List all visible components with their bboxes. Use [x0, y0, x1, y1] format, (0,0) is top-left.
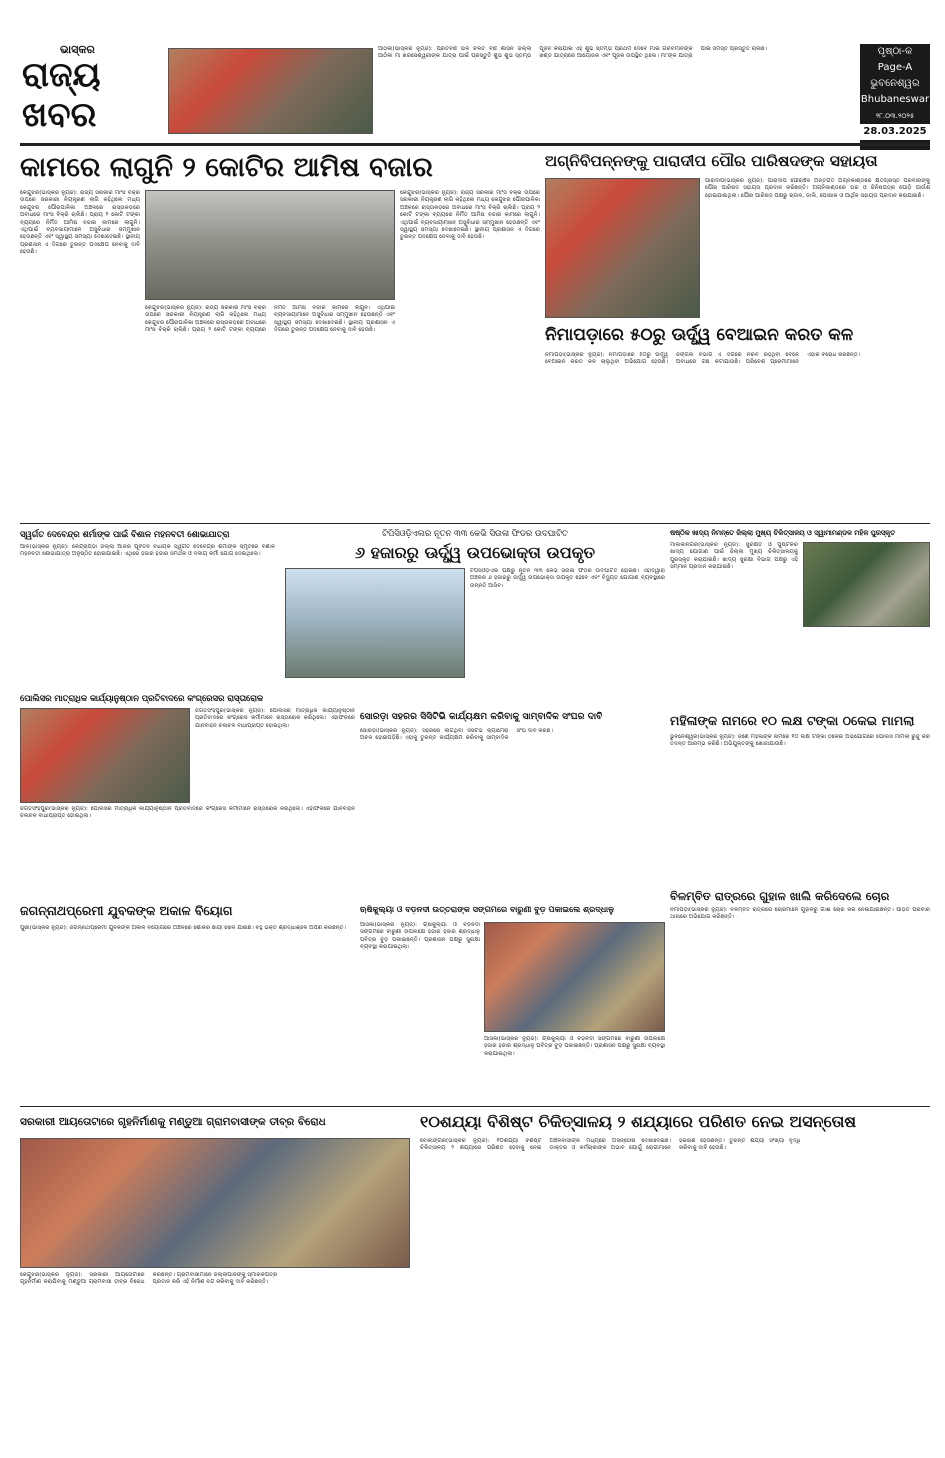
article-meat-market-col2: କେନ୍ଦୁଝର(ଭାସ୍କର ନ୍ୟୁଜ): ରାଜ୍ୟ ସରକାର ମାଂସ ବିକ୍ରି ଉପରେ ସରକାରୀ ନିୟନ୍ତ୍ରଣ ଲାଗି କହିଥିଲେ ମଧ୍ୟ କେନ୍ଦୁଝର ପୌରପାଳିକା ଅଞ୍ଚଳରେ ରାସ୍ତାକଡ଼ରେ ଅବାଧରେ ମାଂସ ବିକ୍ରି ଚାଲିଛି। ପ୍ରାୟ ୨ କୋଟି ଟଙ୍କା ବ୍ୟୟରେ ନିର୍ମିତ ଆମିଷ ବଜାର କାମରେ ଲାଗୁନି। ଏଥିପାଇଁ ବ୍ୟବସାୟୀମାନେ ଅସୁବିଧାର ସମ୍ମୁଖୀନ ହେଉଛନ୍ତି ଏବଂ ସ୍ୱାସ୍ଥ୍ୟ ସମସ୍ୟା ଦେଖାଦେଇଛି। ସ୍ଥାନୀୟ ପ୍ରଶାସନ ଏ ଦିଗରେ ତୁରନ୍ତ ପଦକ୍ଷେପ ନେବାକୁ ଦାବି ହେଉଛି।: [145, 305, 395, 334]
city-odia: ଭୁବନେଶ୍ୱର: [870, 78, 920, 89]
photo-meat-market: [145, 190, 395, 300]
brand-small: ଭାସ୍କର: [60, 44, 95, 56]
headline-baruni: ଋଷିକୁଲ୍ୟା ଓ ବଡ଼ନଦୀ ଉତ୍ତରାଙ୍କ ସଙ୍ଗମରେ ବାରୁଣୀ ବୁଡ଼ ପକାଇଲେ ଶ୍ରଦ୍ଧାଳୁ: [360, 904, 614, 914]
article-road-block-col1: ଜଗତସିଂହପୁର(ଭାସ୍କର ନ୍ୟୁଜ): ପୋଲିସର ମାତ୍ରାଧିକ କାର୍ଯ୍ୟାନୁଷ୍ଠାନ ପ୍ରତିବାଦରେ କଂଗ୍ରେସ କର୍ମୀମାନେ ରାସ୍ତାରୋକ କରିଥିଲେ। ଏହାଫଳରେ ଯାନବାହନ ଚଳାଚଳ ବାଧାପ୍ରାପ୍ତ ହୋଇଥିଲା।: [195, 708, 355, 729]
headline-cattle-theft: ବିଳମ୍ବିତ ରାତ୍ରରେ ଗୁହାଳ ଖାଲି କରିଦେଲେ ଚୋର: [670, 889, 890, 903]
headline-sawmills: ନିମାପଡ଼ାରେ ୫୦ରୁ ଊର୍ଦ୍ଧ୍ୱ ବେଆଇନ କରତ କଳ: [545, 325, 854, 345]
article-food-award: ମାଲକାନଗିରି(ଭାସ୍କର ନ୍ୟୁଜ): ସୁରକ୍ଷିତ ଓ ପୁଷ୍ଟିକର ଖାଦ୍ୟ ଯୋଗାଣ ପାଇଁ ଜିଲ୍ଲା ମୁଖ୍ୟ ଚିକିତ୍ସାଳୟକୁ ପୁରସ୍କୃତ କରାଯାଇଛି। ଖାଦ୍ୟ ସୁରକ୍ଷା ବିଭାଗ ପକ୍ଷରୁ ଏହି ସମ୍ମାନ ପ୍ରଦାନ କରାଯାଇଛି।: [670, 542, 798, 571]
article-baruni-col1: ଆସିକା(ଭାସ୍କର ନ୍ୟୁଜ): ଋଷିକୁଲ୍ୟା ଓ ବଡ଼ନଦୀ ସଙ୍ଗମରେ ବାରୁଣୀ ଉପଲକ୍ଷେ ହଜାର ହଜାର ଶ୍ରଦ୍ଧାଳୁ ପବିତ୍ର ବୁଡ଼ ପକାଇଛନ୍ତି। ପ୍ରଶାସନ ପକ୍ଷରୁ ସୁରକ୍ଷା ବ୍ୟବସ୍ଥା କରାଯାଇଥିଲା।: [360, 922, 480, 951]
article-baruni-col2: ଆସିକା(ଭାସ୍କର ନ୍ୟୁଜ): ଋଷିକୁଲ୍ୟା ଓ ବଡ଼ନଦୀ ସଙ୍ଗମରେ ବାରୁଣୀ ଉପଲକ୍ଷେ ହଜାର ହଜାର ଶ୍ରଦ୍ଧାଳୁ ପବିତ୍ର ବୁଡ଼ ପକାଇଛନ୍ତି। ପ୍ରଶାସନ ପକ୍ଷରୁ ସୁରକ୍ଷା ବ୍ୟବସ୍ଥା କରାଯାଇଥିଲା।: [484, 1036, 665, 1057]
page-info-box: [860, 44, 930, 150]
photo-baruni: [484, 922, 665, 1032]
headline-hospital-beds: ୧୦ଶଯ୍ୟା ବିଶିଷ୍ଟ ଚିକିତ୍ସାଳୟ ୨ ଶଯ୍ୟାରେ ପରିଣତ ନେଇ ଅସନ୍ତୋଷ: [420, 1112, 857, 1131]
page-label-en: Page-A: [877, 62, 913, 73]
row1-rule: [20, 523, 930, 524]
headline-feeder: ୬ ହଜାରରୁ ଊର୍ଦ୍ଧ୍ୱ ଉପଭୋକ୍ତା ଉପକୃତ: [355, 543, 595, 562]
headline-paradip-help: ଅଗ୍ନିବିପନ୍ନଙ୍କୁ ପାରାଦୀପ ପୌର ପାରିଷଦଙ୍କ ସହାୟତା: [545, 152, 878, 170]
article-meat-market-col3: କେନ୍ଦୁଝର(ଭାସ୍କର ନ୍ୟୁଜ): ରାଜ୍ୟ ସରକାର ମାଂସ ବିକ୍ରି ଉପରେ ସରକାରୀ ନିୟନ୍ତ୍ରଣ ଲାଗି କହିଥିଲେ ମଧ୍ୟ କେନ୍ଦୁଝର ପୌରପାଳିକା ଅଞ୍ଚଳରେ ରାସ୍ତାକଡ଼ରେ ଅବାଧରେ ମାଂସ ବିକ୍ରି ଚାଲିଛି। ପ୍ରାୟ ୨ କୋଟି ଟଙ୍କା ବ୍ୟୟରେ ନିର୍ମିତ ଆମିଷ ବଜାର କାମରେ ଲାଗୁନି। ଏଥିପାଇଁ ବ୍ୟବସାୟୀମାନେ ଅସୁବିଧାର ସମ୍ମୁଖୀନ ହେଉଛନ୍ତି ଏବଂ ସ୍ୱାସ୍ଥ୍ୟ ସମସ୍ୟା ଦେଖାଦେଇଛି। ସ୍ଥାନୀୟ ପ୍ରଶାସନ ଏ ଦିଗରେ ତୁରନ୍ତ ପଦକ୍ଷେପ ନେବାକୁ ଦାବି ହେଉଛି।: [400, 190, 540, 241]
masthead-photo: [168, 48, 373, 134]
row2-rule: [20, 1106, 930, 1107]
photo-feeder: [285, 568, 465, 678]
article-cattle-theft: ନିମାପଡ଼ା(ଭାସ୍କର ନ୍ୟୁଜ): ବିଳମ୍ବିତ ରାତ୍ରରେ ଚୋରମାନେ ଗୁହାଳରୁ ଗାଈ ଚୋରି କରି ନେଇଯାଇଛନ୍ତି। ପୀଡ଼ିତ ପରିବାର ଥାନାରେ ଅଭିଯୋଗ କରିଛନ୍ତି।: [670, 907, 930, 921]
headline-road-block: ପୋଲିସର ମାତ୍ରାଧିକ କାର୍ଯ୍ୟାନୁଷ୍ଠାନ ପ୍ରତିବାଦରେ କଂଗ୍ରେସର ରାସ୍ତାରୋକ: [20, 693, 264, 703]
masthead-lead-text: ଆଠିକା(ଭାସ୍କର ନ୍ୟୁଜ): ପ୍ରତିବର୍ଷ ଭଳି ଚଳିତ ବର୍ଷ ଶାସନ ଜିଲ୍ଲା ଆଠିକା ମା ଖରସେଶ୍ୱରୀଙ୍କ ଯାତ୍ରା ପାଇଁ ପ୍ରସ୍ତୁତି ଶୁଭ ଶୁଭ ସ୍ତମ୍ଭ ପୂଜନ କରାଯାଇ ଏହି ଶୁଭ ସ୍ତମ୍ଭ ପ୍ରଥମ ଦେବେ ମାଇ ଗରିବମାନଙ୍କ ଖଣ୍ଡ ଯାତ୍ରାରେ ଆୟୋଜକ ଏବଂ ପୂଜକ ଉପସ୍ଥିତ ଥିଲେ। ମା'ଙ୍କ ଯାତ୍ରା ପାଇଁ ସମସ୍ତ ପ୍ରସ୍ତୁତି ଚାଲିଛି।: [378, 46, 768, 60]
photo-food-award: [803, 542, 930, 627]
article-procession: ଆଳି(ଭାସ୍କର ନ୍ୟୁଜ): କେନ୍ଦ୍ରାପଡ଼ା ଜିଲ୍ଲା ଆଳିର ପୂର୍ବତନ ବିଧାୟକ ସ୍ୱର୍ଗତ ଦେବେନ୍ଦ୍ର ଶର୍ମାଙ୍କ ସ୍ମୃତିରେ ବିଶାଳ ମହନବତୀ ଶୋଭାଯାତ୍ରା ଅନୁଷ୍ଠିତ ହୋଇଯାଇଛି। ଏଥିରେ ହଜାର ହଜାର ସମର୍ଥକ ଓ ଦଳୀୟ କର୍ମୀ ଯୋଗ ଦେଇଥିଲେ।: [20, 544, 275, 558]
article-meat-market-col1: କେନ୍ଦୁଝର(ଭାସ୍କର ନ୍ୟୁଜ): ରାଜ୍ୟ ସରକାର ମାଂସ ବିକ୍ରି ଉପରେ ସରକାରୀ ନିୟନ୍ତ୍ରଣ ଲାଗି କହିଥିଲେ ମଧ୍ୟ କେନ୍ଦୁଝର ପୌରପାଳିକା ଅଞ୍ଚଳରେ ରାସ୍ତାକଡ଼ରେ ଅବାଧରେ ମାଂସ ବିକ୍ରି ଚାଲିଛି। ପ୍ରାୟ ୨ କୋଟି ଟଙ୍କା ବ୍ୟୟରେ ନିର୍ମିତ ଆମିଷ ବଜାର କାମରେ ଲାଗୁନି। ଏଥିପାଇଁ ବ୍ୟବସାୟୀମାନେ ଅସୁବିଧାର ସମ୍ମୁଖୀନ ହେଉଛନ୍ତି ଏବଂ ସ୍ୱାସ୍ଥ୍ୟ ସମସ୍ୟା ଦେଖାଦେଇଛି। ସ୍ଥାନୀୟ ପ୍ରଶାସନ ଏ ଦିଗରେ ତୁରନ୍ତ ପଦକ୍ଷେପ ନେବାକୁ ଦାବି ହେଉଛି।: [20, 190, 140, 256]
kicker-feeder: ଟିପିସିଓଡ଼ିଏଲର ନୂତନ ୩୩ କେଭି ସିଉଳା ଫିଡର ଉଦଘାଟିତ: [382, 528, 568, 538]
article-paradip-help: ପାରାଦୀପ(ଭାସ୍କର ନ୍ୟୁଜ): ପାରାଦୀପ ପୌରାଞ୍ଚଳ ଅନ୍ତର୍ଗତ ଅଗ୍ନିକାଣ୍ଡରେ କ୍ଷତିଗ୍ରସ୍ତ ପରିବାରଙ୍କୁ ପୌର ପାରିଷଦ ସହାୟତା ପ୍ରଦାନ କରିଛନ୍ତି। ଅଗ୍ନିକାଣ୍ଡରେ ଘର ଓ ଜିନିଷପତ୍ର ପୋଡ଼ି ପାଉଁଶ ହୋଇଯାଇଥିଲା। ପୌର ପାରିଷଦ ପକ୍ଷରୁ ଚାଉଳ, ଡାଲି, ପୋଷାକ ଓ ଆର୍ଥିକ ସହାୟତା ପ୍ରଦାନ କରାଯାଇଛି।: [705, 178, 930, 199]
article-cctv: ସୋରଡ଼ା(ଭାସ୍କର ନ୍ୟୁଜ): ସହରରେ ଲାଗିଥିବା ସିସିଟିଭି କ୍ୟାମେରା ଅଚଳ ହୋଇପଡ଼ିଛି। ଏହାକୁ ତୁରନ୍ତ କାର୍ଯ୍ୟକ୍ଷମ କରିବାକୁ ସାମ୍ବାଦିକ ସଂଘ ଦାବି କରିଛି।: [360, 728, 553, 742]
title-line1: ରାଜ୍ୟ: [22, 55, 101, 95]
article-feeder-right: ଟିପିସିଓଡ଼ିଏଲ ପକ୍ଷରୁ ନୂତନ ୩୩ କେଭି ସିଉଳା ଫିଡର ଉଦଘାଟିତ ହୋଇଛି। ଏହାଦ୍ୱାରା ଅଞ୍ଚଳର ୬ ହଜାରରୁ ଊର୍ଦ୍ଧ୍ୱ ଉପଭୋକ୍ତା ଉପକୃତ ହେବେ ଏବଂ ବିଦ୍ୟୁତ ଯୋଗାଣ ବ୍ୟବସ୍ଥାରେ ଉନ୍ନତି ଆସିବ।: [470, 568, 665, 589]
city-en: Bhubaneswar: [860, 94, 930, 105]
headline-youth-death: ଜଗନ୍ନାଥପ୍ରେମୀ ଯୁବକଙ୍କ ଅକାଳ ବିୟୋଗ: [20, 903, 233, 918]
article-youth-death: ପୁରୀ(ଭାସ୍କର ନ୍ୟୁଜ): ଜଗନ୍ନାଥପ୍ରେମୀ ଯୁବକଙ୍କ ଅକାଳ ବିୟୋଗରେ ଅଞ୍ଚଳରେ ଶୋକର ଛାୟା ଖେଳି ଯାଇଛି। ବହୁ ଭକ୍ତ ଶ୍ରଦ୍ଧାଞ୍ଜଳି ଅର୍ପଣ କରିଛନ୍ତି।: [20, 925, 347, 931]
page-label-odia: ପୃଷ୍ଠା-କ: [877, 46, 913, 57]
headline-cctv: ସୋରଡ଼ା ସହରର ସିସିଟିଭି କାର୍ଯ୍ୟକ୍ଷମ କରିବାକୁ ସାମ୍ବାଦିକ ସଂଘର ଦାବି: [360, 711, 603, 722]
article-road-block-col2: ଜଗତସିଂହପୁର(ଭାସ୍କର ନ୍ୟୁଜ): ପୋଲିସର ମାତ୍ରାଧିକ କାର୍ଯ୍ୟାନୁଷ୍ଠାନ ପ୍ରତିବାଦରେ କଂଗ୍ରେସ କର୍ମୀମାନେ ରାସ୍ତାରୋକ କରିଥିଲେ। ଏହାଫଳରେ ଯାନବାହନ ଚଳାଚଳ ବାଧାପ୍ରାପ୍ତ ହୋଇଥିଲା।: [20, 806, 355, 820]
article-fraud-case: ଭୁବନେଶ୍ୱର(ଭାସ୍କର ନ୍ୟୁଜ): ଜଣେ ମହିଳାଙ୍କ ନାମରେ ୧୦ ଲକ୍ଷ ଟଙ୍କା ଠକେଇ ଅଭିଯୋଗରେ ପୋଲିସ ମାମଲା ରୁଜୁ କରି ତଦନ୍ତ ଆରମ୍ଭ କରିଛି। ଅଭିଯୁକ୍ତଙ୍କୁ ଖୋଜାଯାଉଛି।: [670, 734, 930, 748]
date-en: 28.03.2025: [860, 124, 930, 140]
headline-food-award: ଷଷ୍ଠିକ ଖାଦ୍ୟ ନିମନ୍ତେ ଜିଲ୍ଲା ମୁଖ୍ୟ ଚିକିତ୍ସାଳୟ ଓ ସ୍ୱାମୀମଣ୍ଡଳ ମହିଳ ପୁରସ୍କୃତ: [670, 529, 896, 537]
photo-road-block: [20, 708, 190, 803]
headline-procession: ସ୍ୱର୍ଗତ ଦେବେନ୍ଦ୍ର ଶର୍ମାଙ୍କ ପାଇଁ ବିଶାଳ ମହନବତୀ ଶୋଭାଯାତ୍ରା: [20, 529, 230, 539]
photo-housing-protest: [20, 1138, 410, 1268]
article-housing-protest: କେନ୍ଦୁଝର(ଭାସ୍କର ନ୍ୟୁଜ): ସରକାରୀ ଆୟତୋଟାରେ ଗୃହନିର୍ମାଣ କରାଯିବାକୁ ମଣ୍ଡୁଆ ଗ୍ରାମବାସୀ ତୀବ୍ର ବିରୋଧ କରିଛନ୍ତି। ଗ୍ରାମବାସୀମାନେ ଜିଲ୍ଲାପାଳଙ୍କୁ ସ୍ମାରକପତ୍ର ପ୍ରଦାନ କରି ଏହି ନିର୍ମାଣ ବନ୍ଦ କରିବାକୁ ଦାବି କରିଛନ୍ତି।: [20, 1272, 278, 1286]
date-odia: ୨୮.୦୩.୨୦୨୫: [875, 112, 915, 120]
headline-meat-market: କାମରେ ଲାଗୁନି ୨ କୋଟିର ଆମିଷ ବଜାର: [20, 152, 433, 183]
article-sawmills: ନିମାପଡ଼ା(ଭାସ୍କର ନ୍ୟୁଜ): ନିମାପଡ଼ାରେ ୫୦ରୁ ଊର୍ଦ୍ଧ୍ୱ ବେଆଇନ କରତ କଳ ଚାଲୁଥିବା ଅଭିଯୋଗ ହେଉଛି। ଜଙ୍ଗଲ ବିଭାଗ ଏ ଦିଗରେ ନିରବ ରହିଥିବା ବେଳେ ଅବାଧରେ ଗଛ କଟାଯାଉଛି। ପରିବେଶ ପ୍ରେମୀମାନେ ଏହାର ବିରୋଧ କରିଛନ୍ତି।: [545, 352, 861, 366]
photo-paradip-help: [545, 178, 700, 318]
masthead-rule: [20, 143, 930, 146]
headline-fraud-case: ମହିଳାଙ୍କ ନାମରେ ୧୦ ଲକ୍ଷ ଟଙ୍କା ଠକେଇ ମାମଲା: [670, 713, 915, 728]
title-line2: ଖବର: [22, 95, 97, 134]
headline-housing-protest: ସରକାରୀ ଆୟତୋଟାରେ ଗୃହନିର୍ମାଣକୁ ମଣ୍ଡୁଆ ଗ୍ରାମବାସୀଙ୍କ ତୀବ୍ର ବିରୋଧ: [20, 1116, 326, 1128]
article-hospital-beds: ବୋଲାଙ୍ଗିର(ଭାସ୍କର ନ୍ୟୁଜ): ୧୦ଶଯ୍ୟା ବିଶିଷ୍ଟ ଚିକିତ୍ସାଳୟ ୨ ଶଯ୍ୟାରେ ପରିଣତ ହେବାକୁ ନେଇ ଅଞ୍ଚଳବାସୀଙ୍କ ମଧ୍ୟରେ ଅସନ୍ତୋଷ ଦେଖାଦେଇଛି। ଡାକ୍ତର ଓ କର୍ମଚାରୀଙ୍କ ଅଭାବ ଯୋଗୁଁ ରୋଗୀମାନେ ହଇରାଣ ହେଉଛନ୍ତି। ତୁରନ୍ତ ଶଯ୍ୟା ସଂଖ୍ୟା ବୃଦ୍ଧି କରିବାକୁ ଦାବି ହେଉଛି।: [420, 1138, 801, 1152]
masthead-logo: [20, 44, 155, 134]
